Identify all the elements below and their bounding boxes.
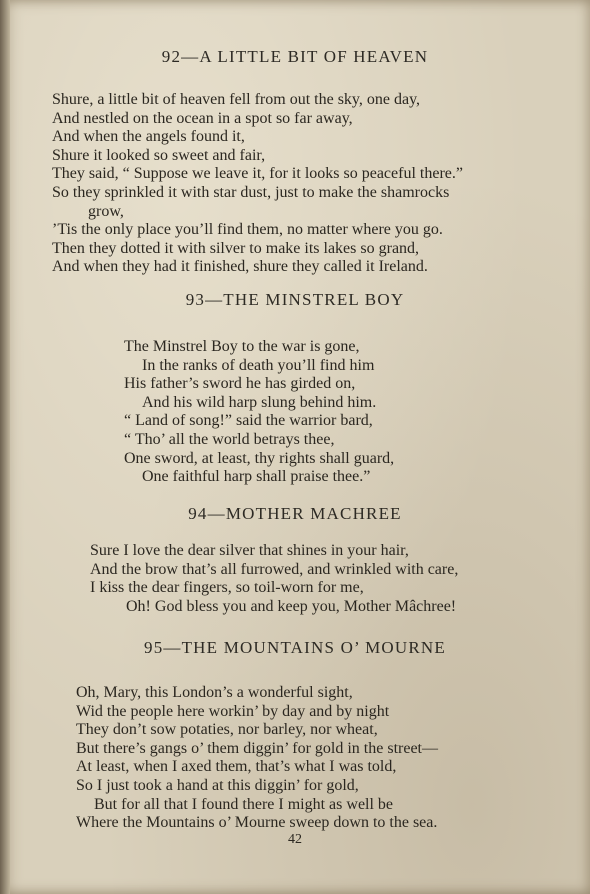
lyric-line: Oh, Mary, this London’s a wonderful sight, xyxy=(76,684,353,701)
lyric-line: So they sprinkled it with star dust, just to make the shamrocks xyxy=(52,183,450,201)
lyric-line: And when the angels found it, xyxy=(52,128,245,146)
lyric-line: Then they dotted it with silver to make its lakes so grand, xyxy=(52,239,420,257)
lyric-line: Shure, a little bit of heaven fell from out the sky, one day, xyxy=(52,91,421,108)
song-title-92: 92—A LITTLE BIT OF HEAVEN xyxy=(161,47,429,66)
lyric-line: Shure it looked so sweet and fair, xyxy=(52,146,266,164)
lyric-line: I kiss the dear fingers, so toil-worn for me, xyxy=(90,579,364,597)
song-lyrics-95 xyxy=(76,684,438,833)
song-title-93: 93—THE MINSTREL BOY xyxy=(185,290,405,309)
lyric-line: They don’t sow potaties, nor barley, nor wheat, xyxy=(76,721,378,739)
lyric-line: At least, when I axed them, that’s what I was told, xyxy=(76,758,397,776)
lyric-line: So I just took a hand at this diggin’ for gold, xyxy=(76,776,359,794)
lyric-line: But there’s gangs o’ them diggin’ for gold in the street— xyxy=(76,739,438,757)
song-title-95: 95—THE MOUNTAINS O’ MOURNE xyxy=(144,638,446,657)
lyric-line: Oh! God bless you and keep you, Mother Mâchree! xyxy=(126,597,457,615)
lyric-line: ’Tis the only place you’ll find them, no matter where you go. xyxy=(52,221,443,239)
lyric-line: They said, “ Suppose we leave it, for it looks so peaceful there.” xyxy=(52,165,463,183)
lyric-line: And his wild harp slung behind him. xyxy=(142,393,377,411)
lyric-line: Sure I love the dear silver that shines in your hair, xyxy=(90,542,409,559)
lyric-line: One faithful harp shall praise thee.” xyxy=(142,468,371,486)
lyric-line: “ Tho’ all the world betrays thee, xyxy=(124,430,335,448)
page-binding-edge xyxy=(0,0,10,894)
lyric-line: In the ranks of death you’ll find him xyxy=(142,356,375,374)
lyric-line: “ Land of song!” said the warrior bard, xyxy=(124,412,373,430)
page-number: 42 xyxy=(288,832,302,847)
lyric-line: One sword, at least, thy rights shall guard, xyxy=(124,449,395,467)
song-lyrics-94 xyxy=(90,542,458,616)
song-lyrics-92 xyxy=(52,91,463,277)
lyric-line: But for all that I found there I might as well be xyxy=(94,795,394,813)
lyric-line: And when they had it finished, shure they called it Ireland. xyxy=(52,258,428,276)
lyric-line: grow, xyxy=(88,202,124,220)
song-title-94: 94—MOTHER MACHREE xyxy=(188,504,402,523)
lyric-line: The Minstrel Boy to the war is gone, xyxy=(124,338,360,355)
lyric-line: Where the Mountains o’ Mourne sweep down to the sea. xyxy=(76,814,438,832)
lyric-line: And nestled on the ocean in a spot so far away, xyxy=(52,109,353,127)
song-lyrics-93 xyxy=(124,338,394,487)
lyric-line: And the brow that’s all furrowed, and wrinkled with care, xyxy=(90,560,459,578)
lyric-line: His father’s sword he has girded on, xyxy=(124,375,356,393)
lyric-line: Wid the people here workin’ by day and by night xyxy=(76,702,390,720)
